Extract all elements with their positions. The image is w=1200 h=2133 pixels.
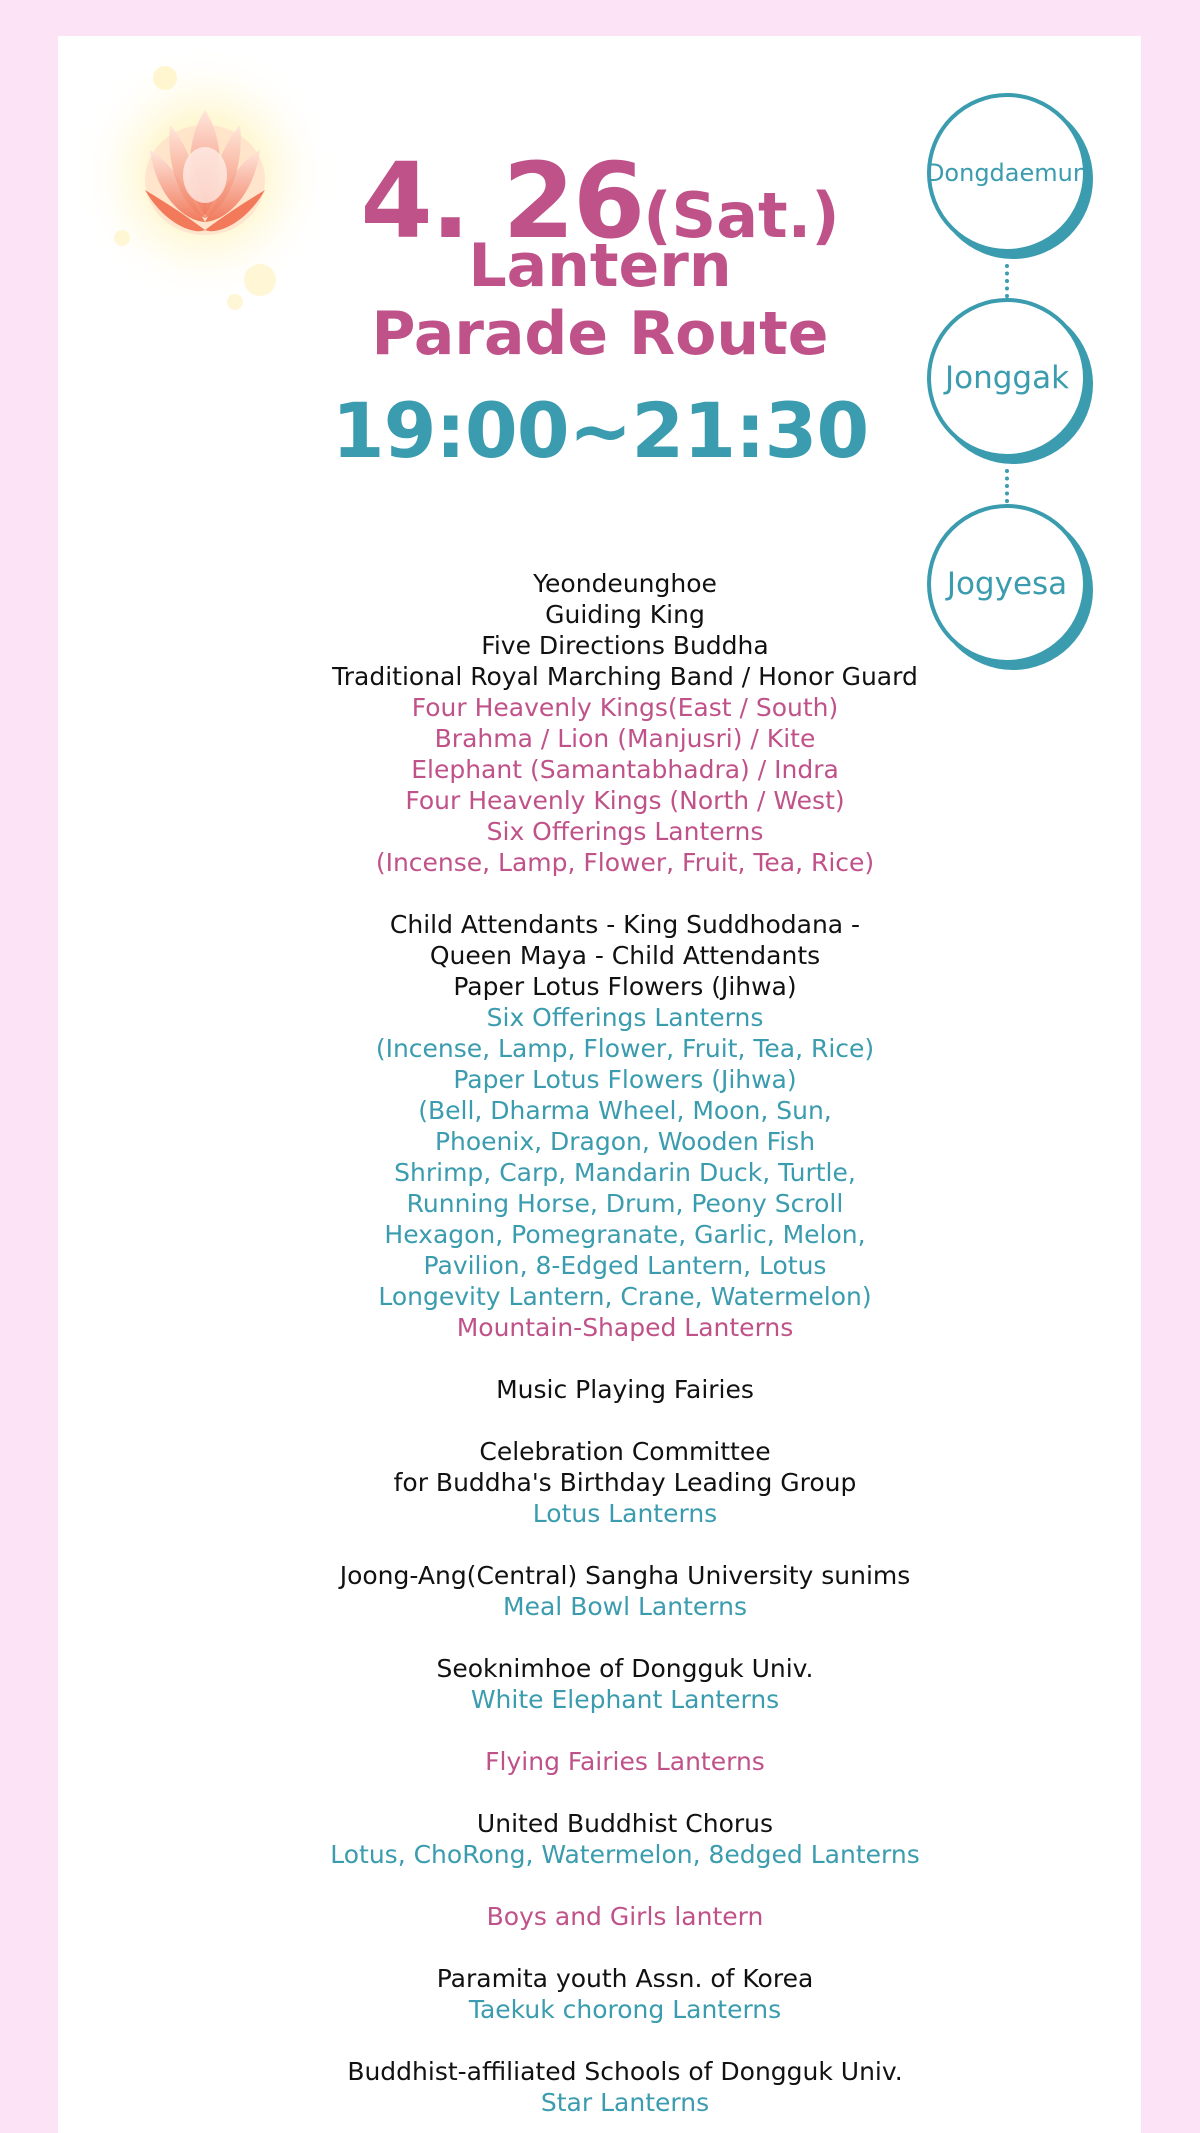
spacer <box>330 1932 920 1963</box>
route-stop-label: Dongdaemun <box>925 159 1089 187</box>
route-stop-jonggak <box>927 298 1087 458</box>
parade-time: 19:00~21:30 <box>331 386 869 475</box>
spacer <box>330 2025 920 2056</box>
parade-line: Buddhist-affiliated Schools of Dongguk Univ. <box>347 2057 903 2086</box>
spacer <box>330 1405 920 1436</box>
parade-line: Paper Lotus Flowers (Jihwa) <box>453 1065 797 1094</box>
parade-line: Four Heavenly Kings (North / West) <box>405 786 845 815</box>
parade-order-list <box>330 568 920 2118</box>
parade-line: Flying Fairies Lanterns <box>485 1747 765 1776</box>
parade-line: Longevity Lantern, Crane, Watermelon) <box>378 1282 872 1311</box>
parade-line: Six Offerings Lanterns <box>486 1003 764 1032</box>
parade-line: Traditional Royal Marching Band / Honor Guard <box>332 662 918 691</box>
page-title <box>230 232 970 368</box>
parade-line: Music Playing Fairies <box>496 1375 754 1404</box>
route-stop-jogyesa <box>927 504 1087 664</box>
parade-line: Brahma / Lion (Manjusri) / Kite <box>434 724 816 753</box>
spacer <box>330 1343 920 1374</box>
parade-line: Lotus Lanterns <box>532 1499 718 1528</box>
parade-line: Elephant (Samantabhadra) / Indra <box>411 755 839 784</box>
spacer <box>330 1777 920 1808</box>
parade-line: Six Offerings Lanterns <box>486 817 764 846</box>
parade-line: Phoenix, Dragon, Wooden Fish <box>434 1127 816 1156</box>
parade-line: Child Attendants - King Suddhodana - <box>389 910 861 939</box>
route-connector <box>1005 469 1009 503</box>
parade-line: for Buddha's Birthday Leading Group <box>393 1468 857 1497</box>
parade-line: Hexagon, Pomegranate, Garlic, Melon, <box>384 1220 866 1249</box>
parade-line: Celebration Committee <box>479 1437 771 1466</box>
parade-line: (Bell, Dharma Wheel, Moon, Sun, <box>418 1096 832 1125</box>
parade-line: White Elephant Lanterns <box>470 1685 780 1714</box>
parade-line: Running Horse, Drum, Peony Scroll <box>406 1189 844 1218</box>
parade-line: Yeondeunghoe <box>533 569 717 598</box>
parade-line: (Incense, Lamp, Flower, Fruit, Tea, Rice) <box>375 848 875 877</box>
parade-line: Queen Maya - Child Attendants <box>429 941 821 970</box>
parade-line: Taekuk chorong Lanterns <box>468 1995 782 2024</box>
spacer <box>330 1715 920 1746</box>
parade-line: Seoknimhoe of Dongguk Univ. <box>436 1654 814 1683</box>
spacer <box>330 1870 920 1901</box>
title-line-1: Lantern <box>468 231 732 301</box>
title-line-2: Parade Route <box>371 299 829 369</box>
parade-line: Mountain-Shaped Lanterns <box>456 1313 794 1342</box>
parade-line: Meal Bowl Lanterns <box>503 1592 747 1621</box>
spacer <box>330 1529 920 1560</box>
parade-line: Paper Lotus Flowers (Jihwa) <box>453 972 797 1001</box>
route-connector <box>1005 264 1009 298</box>
parade-line: United Buddhist Chorus <box>476 1809 774 1838</box>
route-stop-dongdaemun <box>927 93 1087 253</box>
parade-line: Pavilion, 8-Edged Lantern, Lotus <box>423 1251 827 1280</box>
date-day: (Sat.) <box>643 179 840 252</box>
spacer <box>330 878 920 909</box>
parade-line: Guiding King <box>545 600 705 629</box>
parade-line: (Incense, Lamp, Flower, Fruit, Tea, Rice) <box>375 1034 875 1063</box>
parade-line: Star Lanterns <box>540 2088 710 2117</box>
spacer <box>330 1622 920 1653</box>
parade-line: Four Heavenly Kings(East / South) <box>411 693 839 722</box>
parade-line: Paramita youth Assn. of Korea <box>436 1964 814 1993</box>
parade-line: Shrimp, Carp, Mandarin Duck, Turtle, <box>394 1158 856 1187</box>
parade-line: Joong-Ang(Central) Sangha University sunims <box>339 1561 911 1590</box>
route-stop-label: Jogyesa <box>946 566 1068 602</box>
parade-line: Five Directions Buddha <box>481 631 769 660</box>
parade-line: Boys and Girls lantern <box>486 1902 764 1931</box>
date-number: 4. 26 <box>360 140 644 262</box>
parade-line: Lotus, ChoRong, Watermelon, 8edged Lanterns <box>330 1840 920 1869</box>
route-stop-label: Jonggak <box>944 360 1070 396</box>
